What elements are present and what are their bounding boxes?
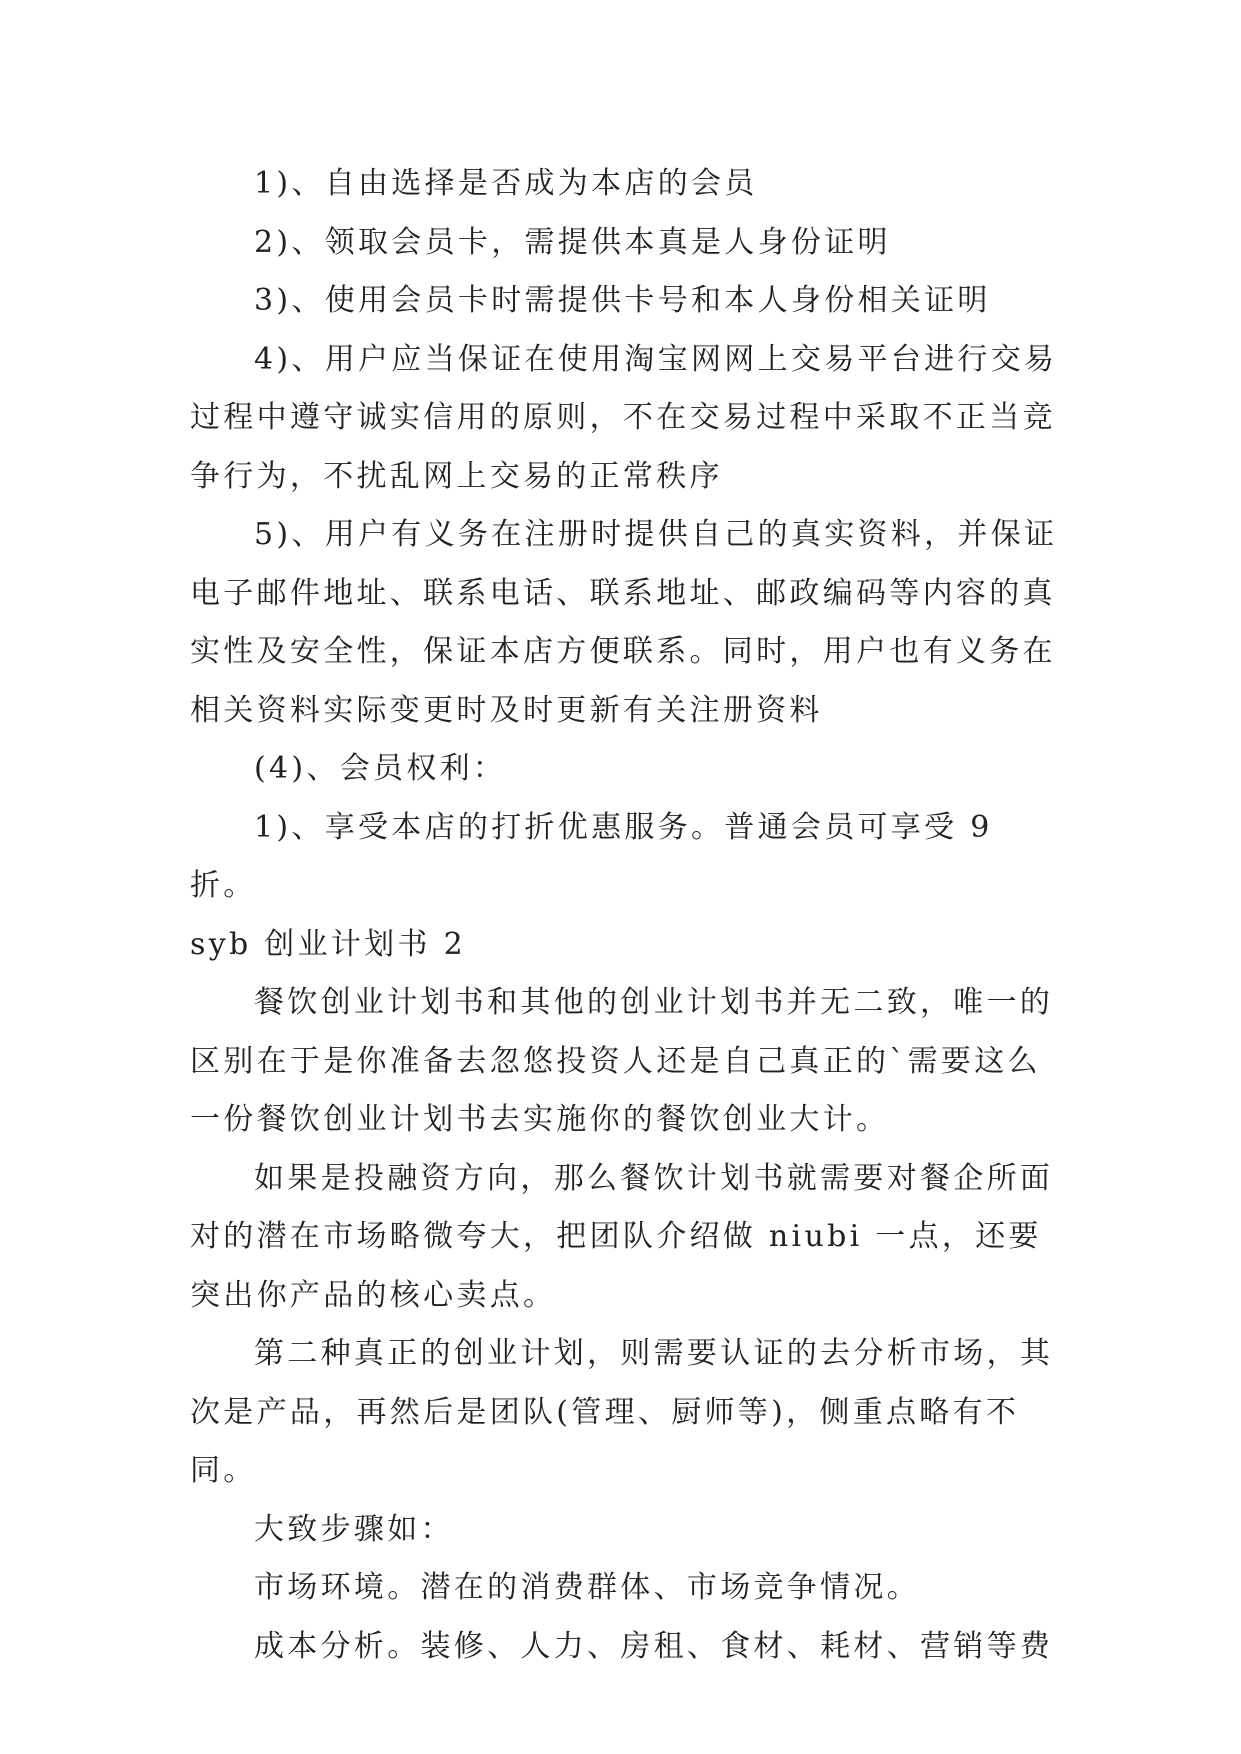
paragraph-member-choice: 1)、自由选择是否成为本店的会员: [254, 166, 758, 201]
paragraph-cost-analysis: 成本分析。装修、人力、房租、食材、耗材、营销等费: [254, 1628, 1054, 1664]
paragraph-investment: 如果是投融资方向，那么餐饮计划书就需要对餐企所面对的潜在市场略微夸大，把团队介绍做 niubi 一点，还要突出你产品的核心卖点。: [190, 1160, 1054, 1313]
paragraph-discount: 1)、享受本店的打折优惠服务。普通会员可享受 9 折。: [190, 809, 1006, 903]
paragraph-real-plan: 第二种真正的创业计划，则需要认证的去分析市场，其次是产品，再然后是团队(管理、厨师等)，侧重点略有不同。: [190, 1336, 1054, 1488]
document-body: [190, 155, 1070, 1676]
paragraph-steps-heading: 大致步骤如：: [254, 1511, 454, 1547]
paragraph-market-environment: 市场环境。潜在的消费群体、市场竞争情况。: [254, 1570, 920, 1605]
section-title: syb 创业计划书 2: [190, 926, 467, 962]
paragraph-user-integrity: 4)、用户应当保证在使用淘宝网网上交易平台进行交易过程中遵守诚实信用的原则，不在交易过程中采取不正当竞争行为，不扰乱网上交易的正常秩序: [190, 341, 1058, 494]
paragraph-member-rights-heading: (4)、会员权利：: [254, 751, 507, 786]
paragraph-card-usage: 3)、使用会员卡时需提供卡号和本人身份相关证明: [254, 283, 991, 318]
paragraph-member-card: 2)、领取会员卡，需提供本真是人身份证明: [254, 224, 891, 260]
paragraph-user-obligation: 5)、用户有义务在注册时提供自己的真实资料，并保证电子邮件地址、联系电话、联系地址、邮政编码等内容的真实性及安全性，保证本店方便联系。同时，用户也有义务在相关资料实际变更时及时更新有关注册资料: [190, 517, 1058, 728]
paragraph-intro: 餐饮创业计划书和其他的创业计划书并无二致，唯一的区别在于是你准备去忽悠投资人还是自己真正的`需要这么一份餐饮创业计划书去实施你的餐饮创业大计。: [190, 985, 1054, 1137]
